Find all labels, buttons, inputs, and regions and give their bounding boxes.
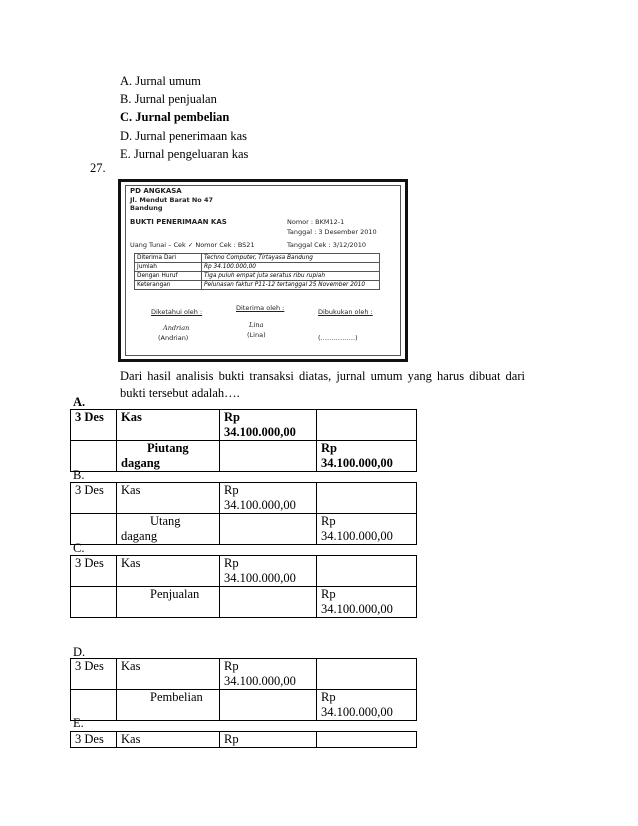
- receipt-city: Bandung: [130, 204, 163, 212]
- journal-date: 3 Des: [71, 556, 117, 587]
- journal-table-b: [70, 482, 417, 545]
- journal-credit-cell: [317, 483, 417, 514]
- journal-date-empty: [71, 514, 117, 545]
- receipt-row-value: Techno Computer, Tirtayasa Bandung: [202, 254, 380, 263]
- journal-credit-account: [117, 690, 220, 721]
- journal-table-a: [70, 409, 417, 472]
- journal-row-debit: [71, 556, 417, 587]
- journal-credit-account: [117, 587, 220, 618]
- receipt-row-label: Diterima Dari: [135, 254, 202, 263]
- journal-credit-amount: Rp 34.100.000,00: [317, 441, 417, 472]
- receipt-row: [135, 272, 380, 281]
- receipt-company: PD ANGKASA: [130, 187, 182, 195]
- journal-date-empty: [71, 441, 117, 472]
- receipt-row-value: Tiga puluh empat juta seratus ribu rupiah: [202, 272, 380, 281]
- journal-credit-cell: [317, 732, 417, 748]
- journal-debit-amount: Rp 34.100.000,00: [220, 410, 317, 441]
- journal-credit-cell: [317, 659, 417, 690]
- signature-andrian: Andrian: [163, 324, 190, 332]
- journal-table-c: [70, 555, 417, 618]
- journal-debit-account: Kas: [117, 410, 220, 441]
- journal-credit-cell: [317, 556, 417, 587]
- sign-known-label: Diketahui oleh :: [151, 308, 203, 316]
- receipt-row: [135, 263, 380, 272]
- question-number: 27.: [90, 161, 106, 175]
- answer-label-d: D.: [73, 645, 86, 659]
- credit-account-line1: Piutang: [147, 441, 189, 455]
- journal-row-debit: [71, 659, 417, 690]
- sign-received-name: (Lina): [247, 331, 266, 339]
- sign-received-label: Diterima oleh :: [236, 304, 285, 312]
- credit-account-line1: Pembelian: [150, 690, 203, 704]
- receipt-payment: Uang Tunai – Cek ✓ Nomor Cek : BS21: [130, 241, 255, 249]
- answer-label-a: A.: [73, 395, 86, 409]
- journal-credit-cell: [317, 410, 417, 441]
- journal-debit-empty: [220, 587, 317, 618]
- option-b: B. Jurnal penjualan: [120, 92, 217, 107]
- sign-known-name: (Andrian): [158, 334, 189, 342]
- journal-row-credit: [71, 441, 417, 472]
- receipt-row: [135, 281, 380, 290]
- journal-row-credit: [71, 514, 417, 545]
- journal-credit-amount: Rp 34.100.000,00: [317, 514, 417, 545]
- receipt-image: [118, 179, 408, 362]
- receipt-tanggal-cek: Tanggal Cek : 3/12/2010: [287, 241, 367, 249]
- journal-table-e: [70, 731, 417, 748]
- journal-date-empty: [71, 587, 117, 618]
- answer-label-e: E.: [73, 716, 84, 730]
- receipt-row-label: Keterangan: [135, 281, 202, 290]
- journal-credit-account: [117, 514, 220, 545]
- journal-row-credit: [71, 587, 417, 618]
- journal-credit-amount: Rp 34.100.000,00: [317, 690, 417, 721]
- journal-debit-amount: Rp 34.100.000,00: [220, 659, 317, 690]
- receipt-row-value: Pelunasan faktur P11-12 tertanggal 25 November 2010: [202, 281, 380, 290]
- credit-account-line2: dagang: [121, 456, 160, 470]
- question-text: Dari hasil analisis bukti transaksi diatas, jurnal umum yang harus dibuat dari bukti tersebut adalah….: [120, 369, 525, 400]
- journal-row-debit: [71, 732, 417, 748]
- credit-account-line2: dagang: [121, 529, 158, 543]
- journal-debit-account: Kas: [117, 659, 220, 690]
- journal-debit-empty: [220, 514, 317, 545]
- answer-label-c: C.: [73, 541, 85, 555]
- journal-date: 3 Des: [71, 659, 117, 690]
- receipt-row-label: Jumlah: [135, 263, 202, 272]
- option-a: A. Jurnal umum: [120, 74, 201, 88]
- option-d: D. Jurnal penerimaan kas: [120, 128, 248, 143]
- journal-row-credit: [71, 690, 417, 721]
- signature-lina: Lina: [249, 321, 264, 329]
- receipt-address: Jl. Mendut Barat No 47: [130, 196, 214, 204]
- journal-debit-account: Kas: [117, 556, 220, 587]
- sign-booked-name: (…………….): [318, 334, 358, 342]
- journal-table-d: [70, 658, 417, 721]
- credit-account-line1: Utang: [150, 514, 181, 528]
- journal-date: 3 Des: [71, 483, 117, 514]
- receipt-table: [134, 253, 380, 290]
- option-c: C. Jurnal pembelian: [120, 110, 230, 125]
- journal-debit-empty: [220, 441, 317, 472]
- journal-row-debit: [71, 410, 417, 441]
- receipt-row: [135, 254, 380, 263]
- journal-date: 3 Des: [71, 732, 117, 748]
- credit-account-line1: Penjualan: [150, 587, 200, 601]
- journal-date: 3 Des: [71, 410, 117, 441]
- journal-row-debit: [71, 483, 417, 514]
- journal-credit-amount: Rp 34.100.000,00: [317, 587, 417, 618]
- receipt-row-value: Rp 34.100.000,00: [202, 263, 380, 272]
- journal-debit-amount: Rp: [220, 732, 317, 748]
- journal-debit-account: Kas: [117, 483, 220, 514]
- sign-booked-label: Dibukukan oleh :: [318, 308, 373, 316]
- journal-debit-amount: Rp 34.100.000,00: [220, 483, 317, 514]
- receipt-title: BUKTI PENERIMAAN KAS: [130, 218, 227, 226]
- journal-credit-account: [117, 441, 220, 472]
- answer-options: [120, 72, 248, 163]
- receipt-nomor: Nomor : BKM12-1: [287, 218, 345, 226]
- receipt-row-label: Dengan Huruf: [135, 272, 202, 281]
- journal-debit-amount: Rp 34.100.000,00: [220, 556, 317, 587]
- journal-debit-account: Kas: [117, 732, 220, 748]
- journal-debit-empty: [220, 690, 317, 721]
- receipt-tanggal: Tanggal : 3 Desember 2010: [287, 228, 377, 236]
- option-e: E. Jurnal pengeluaran kas: [120, 146, 249, 161]
- answer-label-b: B.: [73, 468, 85, 482]
